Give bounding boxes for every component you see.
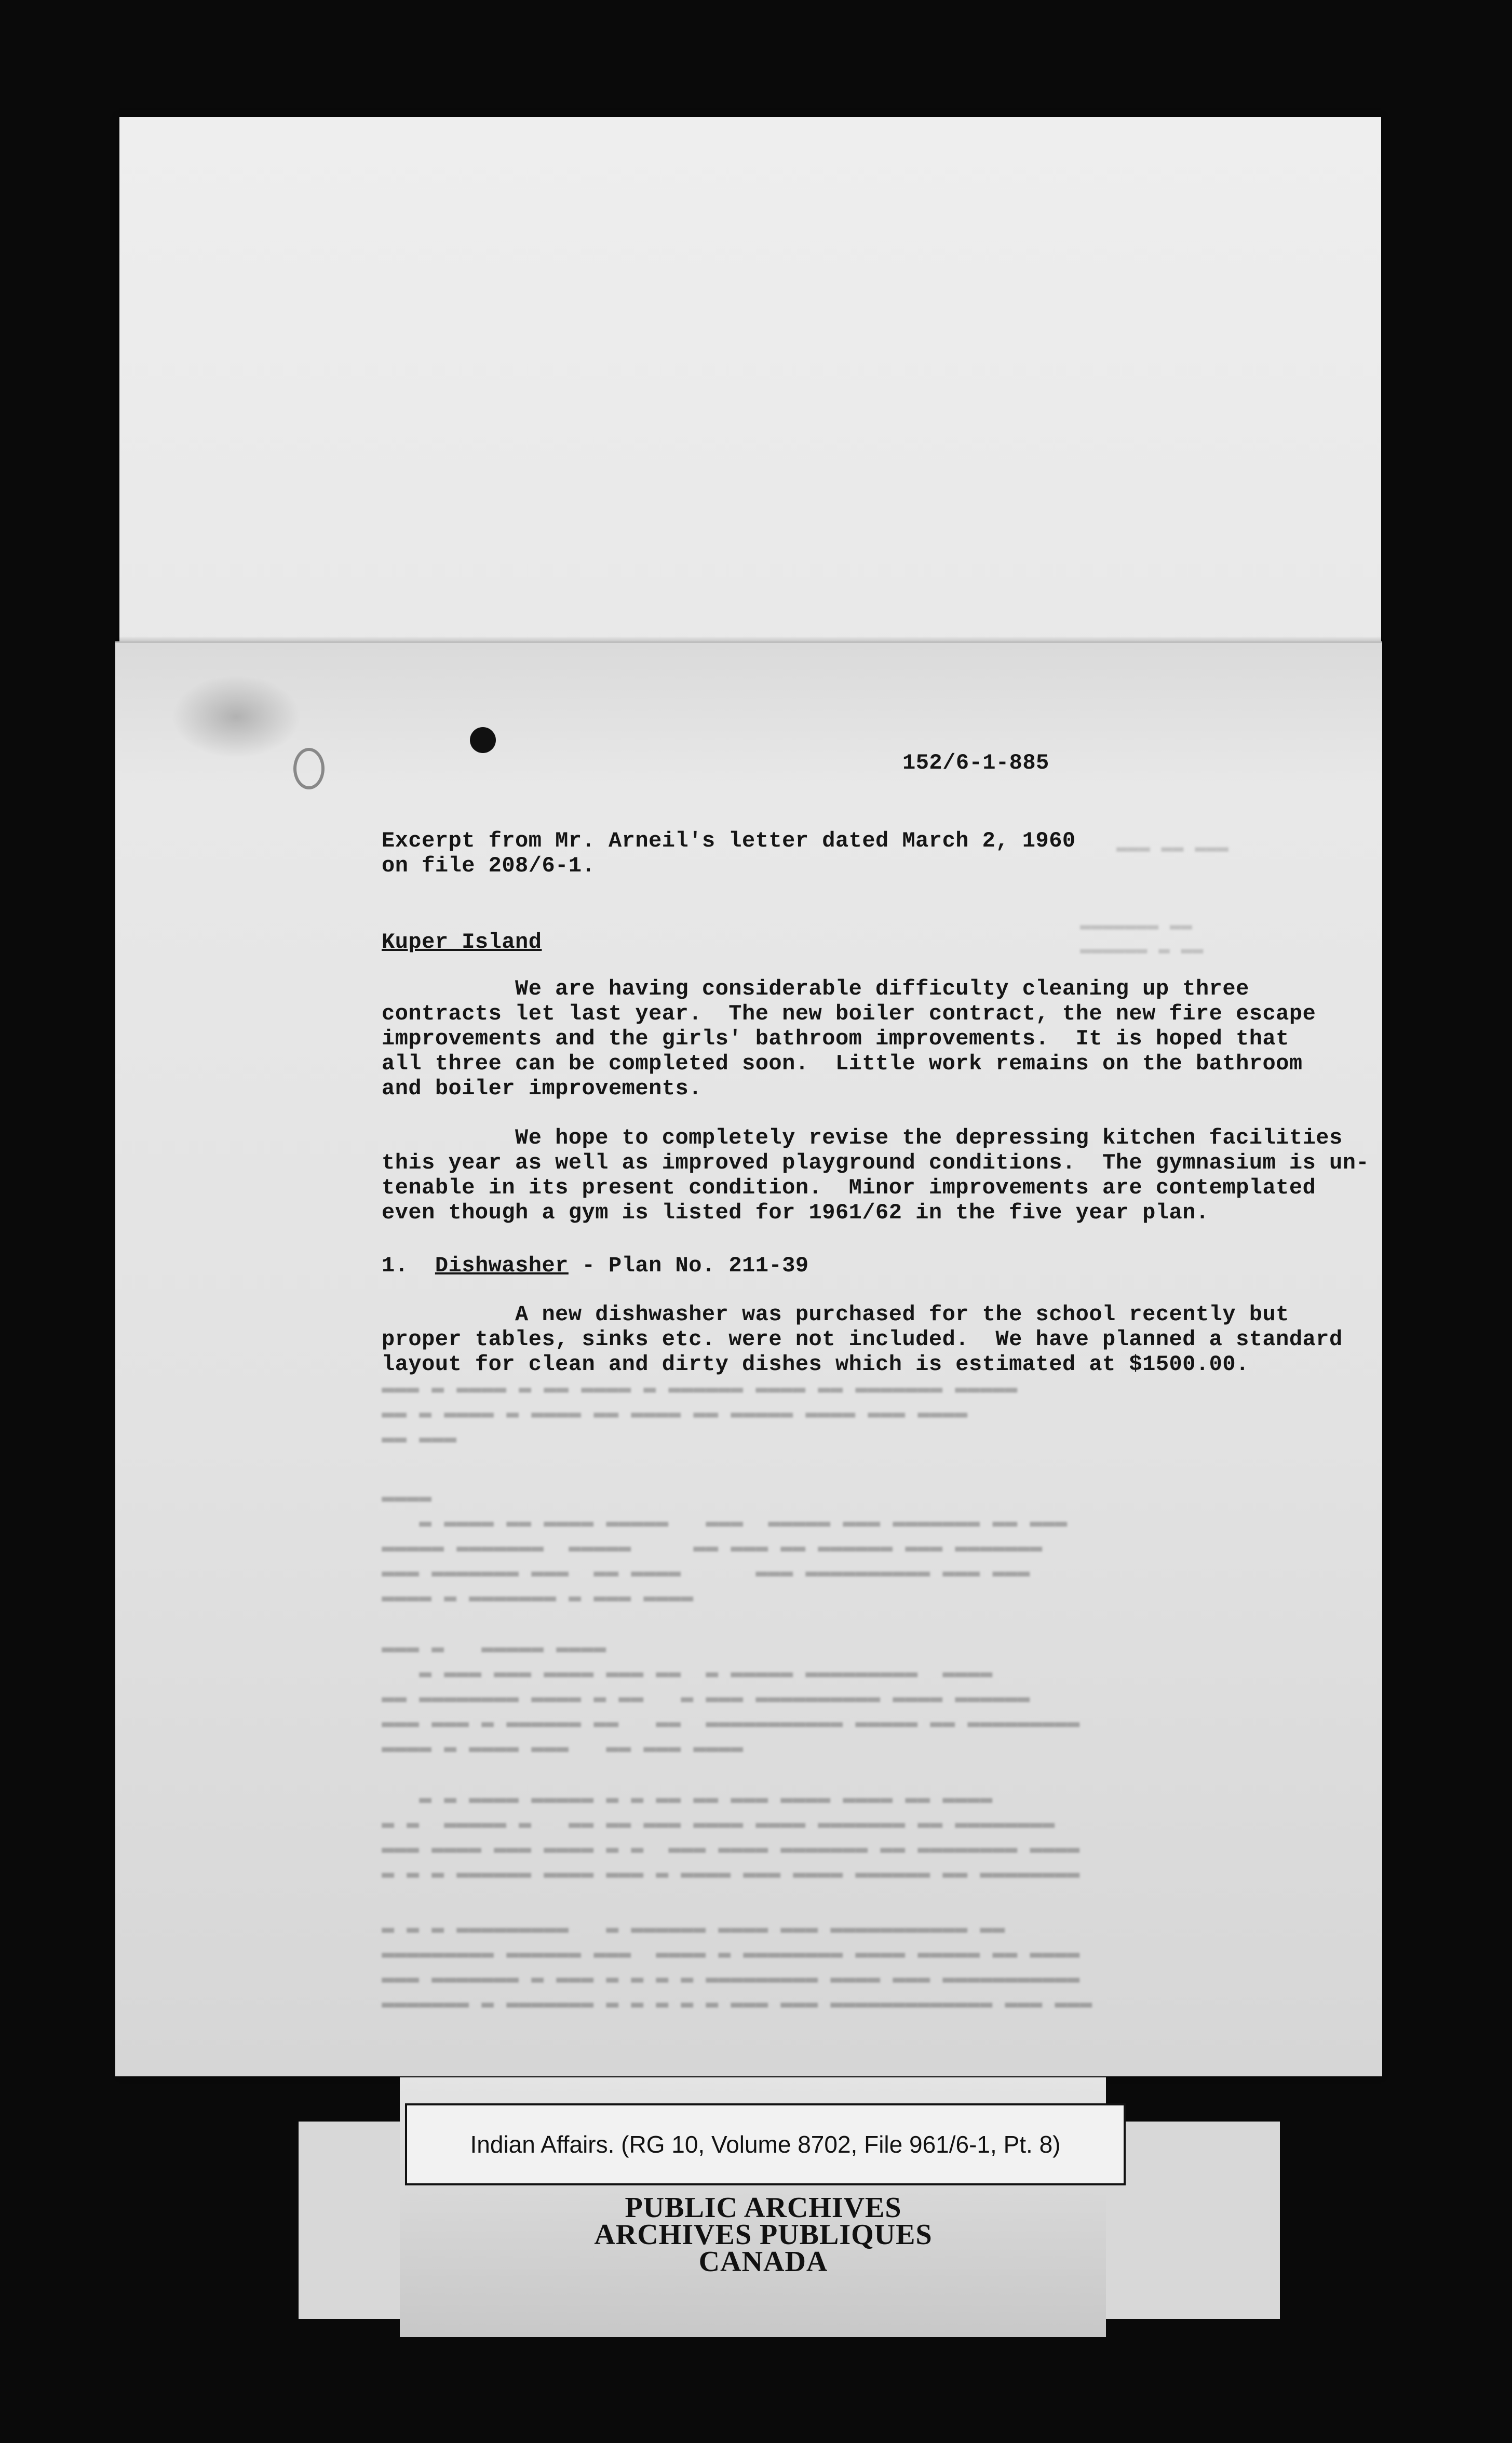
archive-reference: Indian Affairs. (RG 10, Volume 8702, File 961/6-1, Pt. 8) bbox=[470, 2131, 1061, 2158]
item-heading bbox=[382, 1253, 809, 1278]
paragraph-line: contracts let last year. The new boiler contract, the new fire escape bbox=[382, 1001, 1316, 1026]
stamp-line-2: ARCHIVES PUBLIQUES bbox=[594, 2219, 933, 2251]
paragraph-line: tenable in its present condition. Minor improvements are contemplated bbox=[382, 1175, 1316, 1200]
archives-stamp bbox=[561, 2192, 966, 2278]
staple-hole bbox=[293, 748, 325, 789]
paragraph-line: all three can be completed soon. Little work remains on the bathroom bbox=[382, 1051, 1303, 1076]
header-line-1: Excerpt from Mr. Arneil's letter dated March 2, 1960 bbox=[382, 828, 1076, 853]
paragraph-line: and boiler improvements. bbox=[382, 1076, 702, 1101]
paragraph-line: improvements and the girls' bathroom improvements. It is hoped that bbox=[382, 1026, 1289, 1051]
item-title: Dishwasher bbox=[435, 1253, 569, 1278]
section-title: Kuper Island bbox=[382, 930, 542, 955]
header-line-2: on file 208/6-1. bbox=[382, 853, 596, 878]
paragraph-line: A new dishwasher was purchased for the school recently but bbox=[382, 1302, 1289, 1327]
stamp-line-3: CANADA bbox=[698, 2246, 828, 2278]
paragraph-line: proper tables, sinks etc. were not included. We have planned a standard bbox=[382, 1327, 1343, 1352]
punch-hole bbox=[470, 727, 496, 753]
ink-smudge bbox=[171, 675, 301, 758]
file-number: 152/6-1-885 bbox=[902, 750, 1049, 775]
archive-reference-label bbox=[405, 2103, 1126, 2185]
paragraph-line: layout for clean and dirty dishes which is estimated at $1500.00. bbox=[382, 1352, 1249, 1377]
paragraph-line: We are having considerable difficulty cleaning up three bbox=[382, 976, 1249, 1001]
paragraph-line: We hope to completely revise the depressing kitchen facilities bbox=[382, 1125, 1343, 1150]
paragraph-line: even though a gym is listed for 1961/62 in the five year plan. bbox=[382, 1200, 1209, 1225]
item-plan: - Plan No. 211-39 bbox=[568, 1253, 809, 1278]
item-number: 1. bbox=[382, 1253, 409, 1278]
paragraph-line: this year as well as improved playground conditions. The gymnasium is un- bbox=[382, 1150, 1370, 1175]
stamp-line-1: PUBLIC ARCHIVES bbox=[625, 2192, 902, 2224]
